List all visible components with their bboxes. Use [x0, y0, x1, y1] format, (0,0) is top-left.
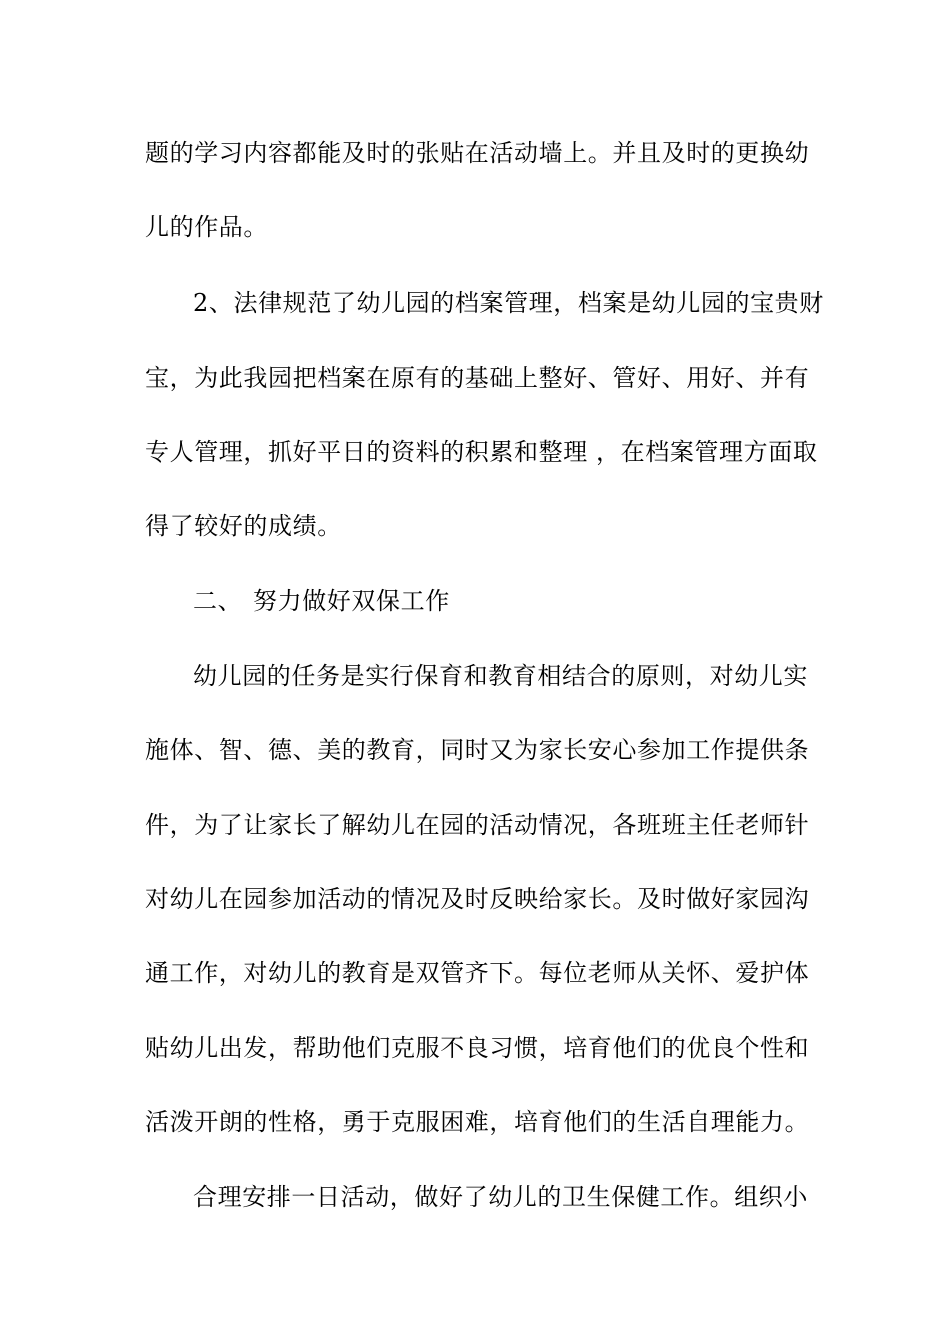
- paragraph-line: 专人管理，抓好平日的资料的积累和整理 ，在档案管理方面取: [145, 438, 818, 466]
- paragraph-line: 题的学习内容都能及时的张贴在活动墙上。并且及时的更换幼: [145, 139, 810, 167]
- paragraph-line: 贴幼儿出发，帮助他们克服不良习惯，培育他们的优良个性和: [145, 1034, 810, 1062]
- paragraph-line: 对幼儿在园参加活动的情况及时反映给家长。及时做好家园沟: [145, 885, 810, 913]
- paragraph-line: 件，为了让家长了解幼儿在园的活动情况，各班班主任老师针: [145, 811, 810, 839]
- paragraph-line: 通工作，对幼儿的教育是双管齐下。每位老师从关怀、爱护体: [145, 959, 810, 987]
- section-heading: [193, 586, 450, 616]
- section-heading-number: 二、: [193, 587, 243, 615]
- section-heading-title: 努力做好双保工作: [253, 587, 450, 615]
- paragraph-line: 施体、智、德、美的教育，同时又为家长安心参加工作提供条: [145, 736, 810, 764]
- paragraph-line: 得了较好的成绩。: [145, 512, 342, 540]
- paragraph-line: 2、法律规范了幼儿园的档案管理，档案是幼儿园的宝贵财: [193, 289, 824, 317]
- paragraph-line: 宝，为此我园把档案在原有的基础上整好、管好、用好、并有: [145, 364, 810, 392]
- paragraph-line: 合理安排一日活动，做好了幼儿的卫生保健工作。组织小: [193, 1183, 808, 1211]
- paragraph-line: 活泼开朗的性格，勇于克服困难，培育他们的生活自理能力。: [145, 1108, 810, 1136]
- paragraph-line: 幼儿园的任务是实行保育和教育相结合的原则，对幼儿实: [193, 662, 808, 690]
- paragraph-line: 儿的作品。: [145, 213, 268, 241]
